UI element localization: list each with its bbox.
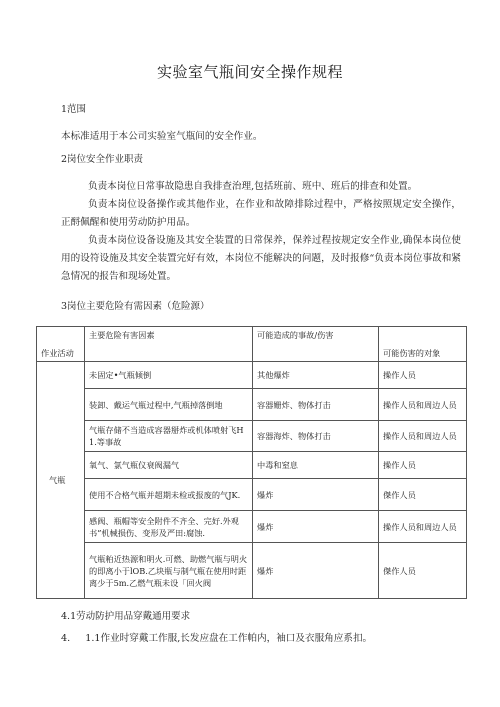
section-2-paragraph-2: 负责本岗位设备操作或其他作业，在作业和故障排除过程中，严格按照规定安全操作，正酹佩醒和使用劳动防护用品。	[61, 199, 461, 228]
hazard-cell: 气瓶粕近热源和明火.可燃、助燃气瓶与明火的即离小于lOB.乙块瓶与制气瓶在使用时距离少于5m.乙燃气瓶未设「回火阀	[85, 543, 253, 599]
section-4-heading: 4.1劳动防护用品穿戴通用要求	[61, 611, 191, 622]
section-1-heading: 1范围	[61, 104, 87, 115]
accident-cell: 爆炸	[253, 511, 379, 543]
hazard-cell: 氧气、氯气瓶仪衰阀漏气	[85, 452, 253, 479]
hazard-cell: 使用不合格气瓶并超期未检或报废的气JK.	[85, 479, 253, 511]
target-cell: 操作人员	[379, 362, 467, 389]
accident-cell: 容器海炸、物体打击	[253, 421, 379, 452]
header-hazard: 主要危险有害因素	[85, 327, 253, 362]
hazard-cell: 感阀、瓶帽等安全附件不齐全、完好.外观书”机械损伤、变形及严田:腐蚀.	[85, 511, 253, 543]
accident-cell: 爆炸	[253, 543, 379, 599]
table-row	[37, 543, 467, 599]
section-3-heading: 3岗位主要危险有需因素（危险源）	[61, 301, 210, 312]
item-number: 4.	[61, 633, 71, 644]
header-accident: 可能造成的事故/伤害	[253, 327, 379, 362]
table-header-row	[37, 327, 467, 362]
section-1-text: 本标准适用于本公司实验室气瓶间的安全作业。	[61, 131, 263, 142]
header-target: 可能伤害的对象	[379, 327, 467, 362]
hazard-cell: 气瓶存储不当造成容器掰炸或机体喷射飞H1.等事故	[85, 421, 253, 452]
table-row	[37, 421, 467, 452]
table-row	[37, 479, 467, 511]
activity-cell: 气瓶	[37, 362, 85, 599]
target-cell: 操作人员和周边人员	[379, 511, 467, 543]
accident-cell: 容器姗炸、物体打击	[253, 389, 379, 421]
table-row	[37, 452, 467, 479]
hazard-table	[36, 326, 467, 599]
table-row	[37, 511, 467, 543]
section-2-paragraph-3: 负责本岗位设备设施及其安全装置的日常保养，保养过程按规定安全作业,确保本岗位使用的设符设施及其安全装置完好有效，本岗位不能解决的问题，及时报修“负责本岗位事故和紧急情况的报告和现场处置。	[61, 235, 461, 282]
item-text: 1.1作业时穿戴工作服,长发应盘在工作帕内，袖口及衣服角应系扣。	[85, 633, 373, 644]
accident-cell: 其他爆炸	[253, 362, 379, 389]
hazard-cell: 未固定•气瓶倾倒	[85, 362, 253, 389]
target-cell: 操作人员和周边人员	[379, 421, 467, 452]
accident-cell: 爆炸	[253, 479, 379, 511]
header-activity: 作业活动	[37, 327, 85, 362]
target-cell: 操作人员和周边人员	[379, 389, 467, 421]
section-4-item	[61, 630, 372, 644]
target-cell: 傑作人员	[379, 543, 467, 599]
target-cell: 操作人员	[379, 452, 467, 479]
target-cell: 傑作人员	[379, 479, 467, 511]
hazard-cell: 装卸、戴运气瓶过程中,气瓶掉落倒地	[85, 389, 253, 421]
accident-cell: 中毒和窒息	[253, 452, 379, 479]
table-row	[37, 389, 467, 421]
section-2-paragraph-1: 负责本岗位日常事故隐患自我排查治理,包括班前、班中、班后的排查和处置。	[88, 181, 418, 192]
document-title: 实验室气瓶间安全操作规程	[156, 63, 343, 81]
section-2-heading: 2岗位安全作业职责	[61, 154, 144, 165]
table-row	[37, 362, 467, 389]
